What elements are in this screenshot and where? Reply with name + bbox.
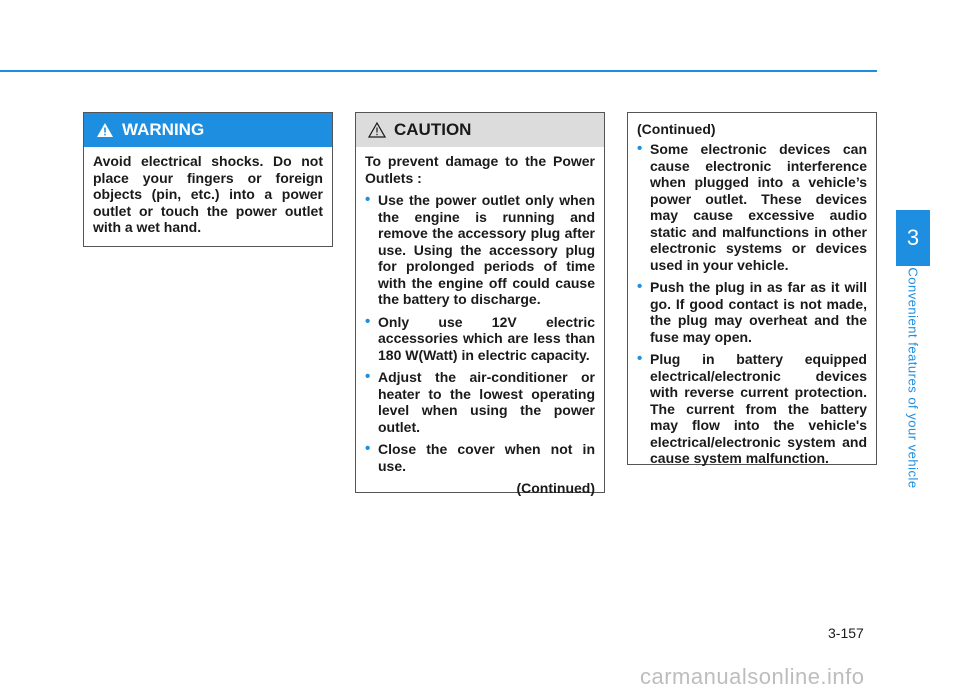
top-rule	[0, 70, 877, 72]
list-item: • Use the power outlet only when the engine is running and remove the accessory plug after use. Using the accessory plug for prolonged periods of time with the engine off could cause the battery to discharge.	[365, 191, 595, 307]
caution-continued: (Continued)	[516, 480, 595, 496]
list-item: • Some electronic devices can cause electronic interference when plugged into a vehicle’s power outlet. These devices may cause excessive audio static and malfunctions in other electronic systems or devices used in your vehicle.	[637, 140, 867, 273]
continued-heading: (Continued)	[637, 121, 716, 137]
warning-title: WARNING	[122, 120, 205, 139]
caution-title: CAUTION	[394, 120, 472, 139]
caution-list	[365, 192, 595, 474]
watermark: carmanualsonline.info	[640, 664, 865, 689]
caution-box	[355, 112, 605, 496]
bullet-icon: •	[637, 140, 643, 157]
bullet-icon: •	[637, 350, 643, 367]
list-item: • Close the cover when not in use.	[365, 440, 595, 474]
list-item: • Adjust the air-conditioner or heater to the lowest operating level when using the power outlet.	[365, 368, 595, 435]
list-item: • Push the plug in as far as it will go. If good contact is not made, the plug may overheat and the fuse may open.	[637, 278, 867, 345]
warning-triangle-icon	[96, 122, 114, 138]
bullet-icon: •	[637, 278, 643, 295]
caution-intro: To prevent damage to the Power Outlets :	[365, 153, 595, 186]
bullet-icon: •	[365, 368, 371, 385]
bullet-icon: •	[365, 312, 371, 330]
continued-box	[627, 112, 877, 465]
bullet-icon: •	[365, 191, 371, 208]
caution-header	[356, 113, 604, 147]
list-item: • Plug in battery equipped electrical/electronic devices with reverse current protection. The current from the battery may flow into the vehicle's electrical/electronic system and cause system malfunction.	[637, 350, 867, 466]
chapter-tab: 3	[896, 210, 930, 266]
warning-text: Avoid electrical shocks. Do not place your fingers or foreign objects (pin, etc.) into a power outlet or touch the power outlet with a wet hand.	[93, 153, 323, 235]
continued-body	[628, 141, 876, 467]
continued-list	[637, 141, 867, 467]
page-number: 3-157	[828, 625, 864, 641]
warning-header	[84, 113, 332, 147]
bullet-icon: •	[365, 440, 371, 457]
caution-body	[356, 147, 604, 497]
caution-triangle-icon	[368, 122, 386, 138]
warning-body	[84, 147, 332, 236]
warning-box	[83, 112, 333, 247]
section-title: Convenient features of your vehicle	[905, 267, 921, 489]
list-item: • Only use 12V electric accessories which are less than 180 W(Watt) in electric capacity.	[365, 312, 595, 363]
